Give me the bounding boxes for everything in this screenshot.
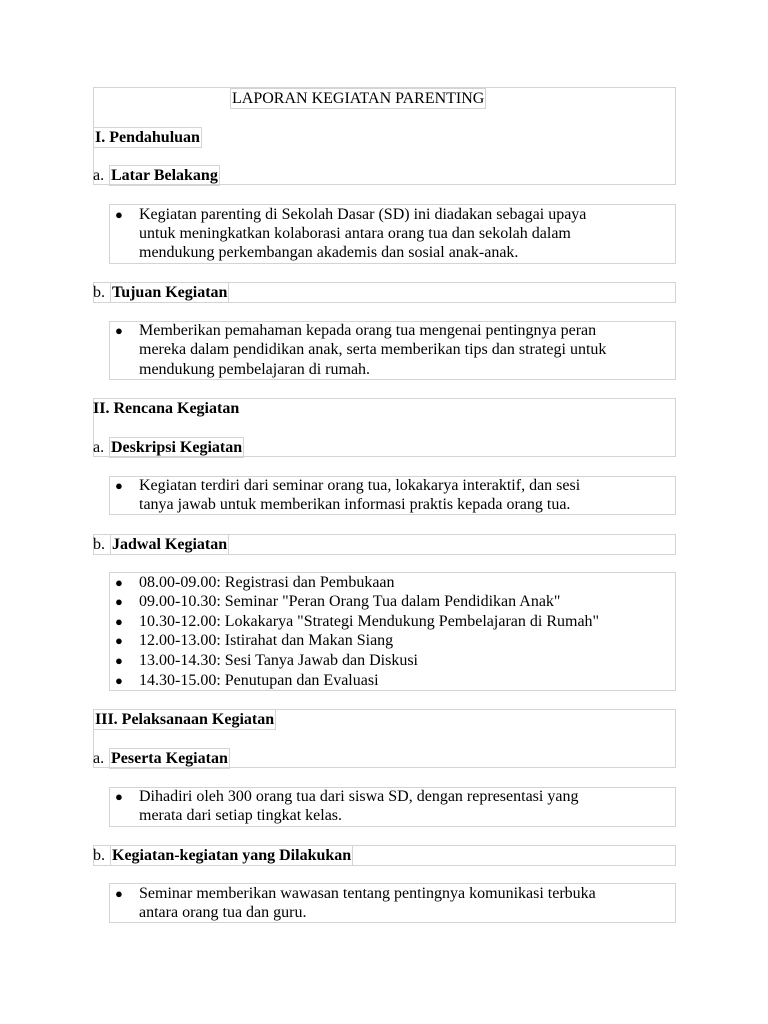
section-3a-prefix: a. bbox=[93, 750, 105, 767]
bullet-icon: ● bbox=[115, 478, 123, 493]
list-item-line: Dihadiri oleh 300 orang tua dari siswa SD, dengan representasi yang bbox=[139, 788, 579, 805]
bullet-icon: ● bbox=[115, 614, 123, 629]
schedule-item: 14.30-15.00: Penutupan dan Evaluasi bbox=[139, 672, 379, 689]
document-title: LAPORAN KEGIATAN PARENTING bbox=[232, 90, 485, 107]
section-3a-label: Peserta Kegiatan bbox=[111, 750, 228, 767]
list-item-line: mendukung pembelajaran di rumah. bbox=[139, 361, 371, 378]
section-1a-label: Latar Belakang bbox=[111, 167, 218, 184]
bullet-icon: ● bbox=[115, 207, 123, 222]
list-item-line: antara orang tua dan guru. bbox=[139, 904, 307, 921]
section-3b-label: Kegiatan-kegiatan yang Dilakukan bbox=[112, 847, 352, 864]
section-1b-prefix: b. bbox=[93, 284, 105, 301]
schedule-item: 10.30-12.00: Lokakarya "Strategi Mendukung Pembelajaran di Rumah" bbox=[139, 613, 600, 630]
list-item-line: Kegiatan terdiri dari seminar orang tua, lokakarya interaktif, dan sesi bbox=[139, 477, 581, 494]
section-2a-prefix: a. bbox=[93, 439, 105, 456]
section-3-heading: III. Pelaksanaan Kegiatan bbox=[95, 711, 275, 728]
section-2b-prefix: b. bbox=[93, 536, 105, 553]
bullet-icon: ● bbox=[115, 594, 123, 609]
list-item-line: mendukung perkembangan akademis dan sosial anak-anak. bbox=[139, 244, 519, 261]
schedule-item: 09.00-10.30: Seminar "Peran Orang Tua dalam Pendidikan Anak" bbox=[139, 593, 561, 610]
list-item-line: mereka dalam pendidikan anak, serta memberikan tips dan strategi untuk bbox=[139, 341, 607, 358]
list-item-line: Kegiatan parenting di Sekolah Dasar (SD) ini diadakan sebagai upaya bbox=[139, 206, 587, 223]
bullet-icon: ● bbox=[115, 886, 123, 901]
list-item-line: Memberikan pemahaman kepada orang tua mengenai pentingnya peran bbox=[139, 322, 597, 339]
bullet-icon: ● bbox=[115, 633, 123, 648]
bullet-icon: ● bbox=[115, 323, 123, 338]
schedule-item: 08.00-09.00: Registrasi dan Pembukaan bbox=[139, 574, 395, 591]
bullet-icon: ● bbox=[115, 653, 123, 668]
list-item-line: merata dari setiap tingkat kelas. bbox=[139, 807, 343, 824]
section-1-heading: I. Pendahuluan bbox=[95, 129, 200, 146]
section-1b-label: Tujuan Kegiatan bbox=[112, 284, 228, 301]
list-item-line: untuk meningkatkan kolaborasi antara orang tua dan sekolah dalam bbox=[139, 225, 571, 242]
section-2b-label: Jadwal Kegiatan bbox=[112, 536, 228, 553]
bullet-icon: ● bbox=[115, 673, 123, 688]
bullet-icon: ● bbox=[115, 575, 123, 590]
bullet-icon: ● bbox=[115, 789, 123, 804]
section-1a-prefix: a. bbox=[93, 167, 105, 184]
section-2-heading: II. Rencana Kegiatan bbox=[93, 400, 240, 417]
list-item-line: tanya jawab untuk memberikan informasi praktis kepada orang tua. bbox=[139, 496, 571, 513]
schedule-item: 13.00-14.30: Sesi Tanya Jawab dan Diskusi bbox=[139, 652, 418, 669]
section-3b-prefix: b. bbox=[93, 847, 105, 864]
schedule-item: 12.00-13.00: Istirahat dan Makan Siang bbox=[139, 632, 394, 649]
list-item-line: Seminar memberikan wawasan tentang pentingnya komunikasi terbuka bbox=[139, 885, 596, 902]
section-2a-label: Deskripsi Kegiatan bbox=[111, 439, 243, 456]
